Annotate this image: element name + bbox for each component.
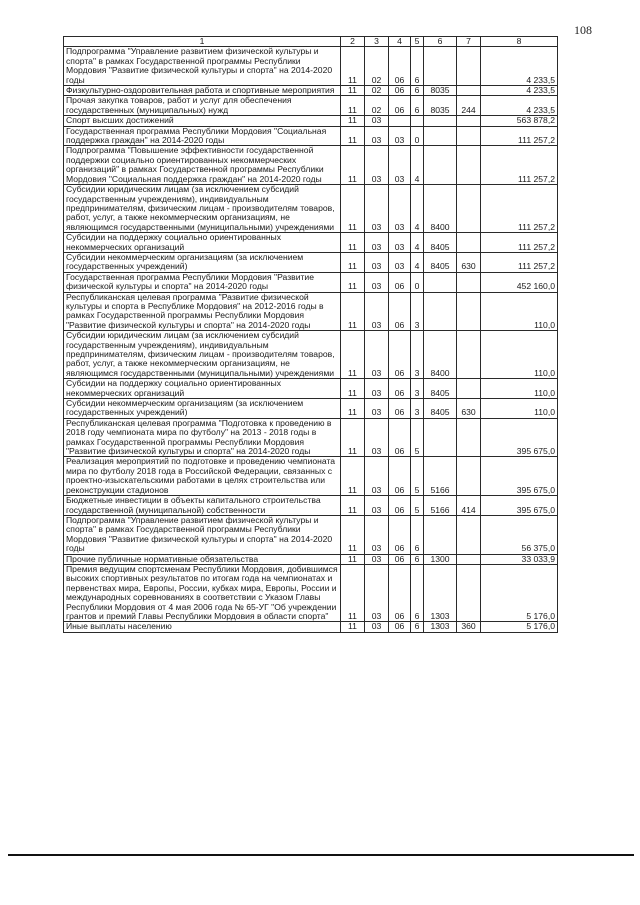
code-col-5: 5 xyxy=(411,418,424,457)
code-col-4: 06 xyxy=(389,331,411,379)
page-number: 108 xyxy=(574,23,592,37)
code-col-2: 11 xyxy=(341,564,365,621)
code-col-5: 6 xyxy=(411,47,424,86)
code-col-7 xyxy=(457,272,481,292)
code-col-6 xyxy=(424,418,457,457)
code-col-6: 1303 xyxy=(424,564,457,621)
code-col-6 xyxy=(424,126,457,146)
table-row xyxy=(64,272,558,292)
table-row xyxy=(64,331,558,379)
table-row xyxy=(64,399,558,419)
item-name: Субсидии юридическим лицам (за исключением субсидий государственным учреждениям), индивидуальным предпринимателям, физическим лицам - производителям товаров, работ, услуг, а также некоммерческим организациям, не являющимся государственными (муниципальными) учреждениями xyxy=(64,185,341,233)
code-col-6: 1300 xyxy=(424,554,457,564)
code-col-2: 11 xyxy=(341,399,365,419)
code-col-3: 03 xyxy=(365,379,389,399)
code-col-5: 6 xyxy=(411,554,424,564)
item-name: Иные выплаты населению xyxy=(64,622,341,632)
code-col-3: 03 xyxy=(365,331,389,379)
table-row xyxy=(64,252,558,272)
amount: 110,0 xyxy=(481,379,558,399)
code-col-3: 03 xyxy=(365,496,389,516)
header-col-8: 8 xyxy=(481,37,558,47)
amount: 4 233,5 xyxy=(481,96,558,116)
amount: 56 375,0 xyxy=(481,515,558,554)
code-col-2: 11 xyxy=(341,116,365,126)
code-col-3: 03 xyxy=(365,146,389,185)
code-col-7: 414 xyxy=(457,496,481,516)
code-col-4: 06 xyxy=(389,47,411,86)
table-row xyxy=(64,116,558,126)
item-name: Республиканская целевая программа "Развитие физической культуры и спорта в Республике Мордовия" на 2012-2016 годы в рамках Государственной программы Республики Мордовия "Развитие физической культуры и спорта" на 2014-2020 годы xyxy=(64,292,341,331)
item-name: Спорт высших достижений xyxy=(64,116,341,126)
code-col-4: 06 xyxy=(389,379,411,399)
bottom-rule xyxy=(8,854,634,856)
table-row xyxy=(64,379,558,399)
amount: 563 878,2 xyxy=(481,116,558,126)
amount: 111 257,2 xyxy=(481,126,558,146)
amount: 110,0 xyxy=(481,292,558,331)
item-name: Прочие публичные нормативные обязательства xyxy=(64,554,341,564)
table-row xyxy=(64,496,558,516)
code-col-6 xyxy=(424,515,457,554)
code-col-5: 6 xyxy=(411,515,424,554)
item-name: Подпрограмма "Управление развитием физической культуры и спорта" в рамках Государственной программы Республики Мордовия "Развитие физической культуры и спорта" на 2014-2020 годы xyxy=(64,515,341,554)
code-col-4: 06 xyxy=(389,292,411,331)
amount: 111 257,2 xyxy=(481,185,558,233)
code-col-5: 3 xyxy=(411,379,424,399)
code-col-5: 6 xyxy=(411,96,424,116)
code-col-7 xyxy=(457,331,481,379)
code-col-5 xyxy=(411,116,424,126)
item-name: Подпрограмма "Управление развитием физической культуры и спорта" в рамках Государственной программы Республики Мордовия "Развитие физической культуры и спорта" на 2014-2020 годы xyxy=(64,47,341,86)
item-name: Реализация мероприятий по подготовке и проведению чемпионата мира по футболу 2018 года в Российской Федерации, связанных с проектно-изыскательскими работами в целях строительства или реконструкции стадионов xyxy=(64,457,341,496)
item-name: Государственная программа Республики Мордовия "Развитие физической культуры и спорта" на 2014-2020 годы xyxy=(64,272,341,292)
item-name: Премия ведущим спортсменам Республики Мордовия, добившимся высоких спортивных результатов по итогам года на чемпионатах и первенствах мира, Европы, России, кубках мира, Европы, России и международных соревнованиях в соответствии с Указом Главы Республики Мордовия от 4 мая 2006 года № 65-УГ "Об учреждении грантов и премий Главы Республики Мордовия в области спорта" xyxy=(64,564,341,621)
item-name: Бюджетные инвестиции в объекты капитального строительства государственной (муниципальной) собственности xyxy=(64,496,341,516)
amount: 452 160,0 xyxy=(481,272,558,292)
code-col-2: 11 xyxy=(341,252,365,272)
amount: 395 675,0 xyxy=(481,496,558,516)
code-col-7 xyxy=(457,457,481,496)
item-name: Субсидии некоммерческим организациям (за исключением государственных учреждений) xyxy=(64,252,341,272)
code-col-7 xyxy=(457,554,481,564)
code-col-7 xyxy=(457,86,481,96)
header-col-7: 7 xyxy=(457,37,481,47)
code-col-7: 630 xyxy=(457,252,481,272)
code-col-6: 8035 xyxy=(424,86,457,96)
code-col-5: 3 xyxy=(411,292,424,331)
code-col-5: 6 xyxy=(411,564,424,621)
code-col-2: 11 xyxy=(341,331,365,379)
code-col-7 xyxy=(457,292,481,331)
code-col-3: 03 xyxy=(365,457,389,496)
table-row xyxy=(64,47,558,86)
amount: 111 257,2 xyxy=(481,252,558,272)
amount: 111 257,2 xyxy=(481,233,558,253)
header-col-1: 1 xyxy=(64,37,341,47)
code-col-6 xyxy=(424,116,457,126)
code-col-4: 03 xyxy=(389,146,411,185)
code-col-4: 06 xyxy=(389,554,411,564)
header-col-3: 3 xyxy=(365,37,389,47)
table-row xyxy=(64,457,558,496)
code-col-6: 5166 xyxy=(424,457,457,496)
code-col-2: 11 xyxy=(341,622,365,632)
code-col-4: 06 xyxy=(389,418,411,457)
code-col-2: 11 xyxy=(341,233,365,253)
item-name: Субсидии на поддержку социально ориентированных некоммерческих организаций xyxy=(64,233,341,253)
table-row xyxy=(64,126,558,146)
code-col-7 xyxy=(457,47,481,86)
amount: 395 675,0 xyxy=(481,457,558,496)
code-col-5: 3 xyxy=(411,331,424,379)
item-name: Физкультурно-оздоровительная работа и спортивные мероприятия xyxy=(64,86,341,96)
code-col-7 xyxy=(457,185,481,233)
code-col-6: 5166 xyxy=(424,496,457,516)
code-col-5: 0 xyxy=(411,272,424,292)
table-row xyxy=(64,292,558,331)
code-col-6: 1303 xyxy=(424,622,457,632)
code-col-2: 11 xyxy=(341,126,365,146)
code-col-4: 06 xyxy=(389,496,411,516)
code-col-3: 03 xyxy=(365,622,389,632)
code-col-6 xyxy=(424,146,457,185)
amount: 5 176,0 xyxy=(481,564,558,621)
code-col-3: 03 xyxy=(365,185,389,233)
table-row xyxy=(64,146,558,185)
code-col-4: 06 xyxy=(389,457,411,496)
code-col-3: 02 xyxy=(365,86,389,96)
table-row xyxy=(64,233,558,253)
code-col-2: 11 xyxy=(341,47,365,86)
code-col-6 xyxy=(424,272,457,292)
amount: 5 176,0 xyxy=(481,622,558,632)
table-row xyxy=(64,96,558,116)
budget-table xyxy=(63,36,558,633)
code-col-4: 06 xyxy=(389,399,411,419)
code-col-6: 8405 xyxy=(424,399,457,419)
code-col-3: 03 xyxy=(365,292,389,331)
code-col-2: 11 xyxy=(341,146,365,185)
code-col-5: 5 xyxy=(411,457,424,496)
code-col-7 xyxy=(457,515,481,554)
code-col-3: 03 xyxy=(365,252,389,272)
code-col-4: 06 xyxy=(389,622,411,632)
code-col-4: 03 xyxy=(389,126,411,146)
code-col-3: 03 xyxy=(365,126,389,146)
code-col-3: 03 xyxy=(365,116,389,126)
item-name: Подпрограмма "Повышение эффективности государственной поддержки социально ориентированных некоммерческих организаций" в рамках Государственной программы Республики Мордовия "Социальная поддержка граждан" на 2014-2020 годы xyxy=(64,146,341,185)
code-col-5: 3 xyxy=(411,399,424,419)
code-col-6 xyxy=(424,292,457,331)
amount: 4 233,5 xyxy=(481,47,558,86)
amount: 111 257,2 xyxy=(481,146,558,185)
table-row xyxy=(64,515,558,554)
code-col-7: 630 xyxy=(457,399,481,419)
table-row xyxy=(64,554,558,564)
code-col-2: 11 xyxy=(341,418,365,457)
code-col-2: 11 xyxy=(341,457,365,496)
code-col-4: 03 xyxy=(389,185,411,233)
table-row xyxy=(64,564,558,621)
code-col-3: 02 xyxy=(365,96,389,116)
item-name: Субсидии юридическим лицам (за исключением субсидий государственным учреждениям), индивидуальным предпринимателям, физическим лицам - производителям товаров, работ, услуг, а также некоммерческим организациям, не являющимся государственными (муниципальными) учреждениями xyxy=(64,331,341,379)
code-col-4: 06 xyxy=(389,564,411,621)
code-col-5: 0 xyxy=(411,126,424,146)
code-col-4: 06 xyxy=(389,96,411,116)
item-name: Субсидии некоммерческим организациям (за исключением государственных учреждений) xyxy=(64,399,341,419)
item-name: Государственная программа Республики Мордовия "Социальная поддержка граждан" на 2014-2020 годы xyxy=(64,126,341,146)
table-row xyxy=(64,418,558,457)
code-col-2: 11 xyxy=(341,379,365,399)
code-col-6: 8035 xyxy=(424,96,457,116)
code-col-7 xyxy=(457,233,481,253)
code-col-7 xyxy=(457,379,481,399)
code-col-2: 11 xyxy=(341,185,365,233)
code-col-6: 8405 xyxy=(424,233,457,253)
code-col-4: 03 xyxy=(389,252,411,272)
amount: 110,0 xyxy=(481,331,558,379)
code-col-3: 03 xyxy=(365,272,389,292)
table-row xyxy=(64,86,558,96)
header-col-2: 2 xyxy=(341,37,365,47)
code-col-7 xyxy=(457,418,481,457)
code-col-3: 02 xyxy=(365,47,389,86)
code-col-5: 4 xyxy=(411,233,424,253)
code-col-3: 03 xyxy=(365,418,389,457)
code-col-4: 06 xyxy=(389,515,411,554)
code-col-7 xyxy=(457,146,481,185)
code-col-4: 06 xyxy=(389,86,411,96)
code-col-4 xyxy=(389,116,411,126)
amount: 33 033,9 xyxy=(481,554,558,564)
code-col-5: 6 xyxy=(411,86,424,96)
code-col-3: 03 xyxy=(365,399,389,419)
code-col-7 xyxy=(457,564,481,621)
code-col-2: 11 xyxy=(341,515,365,554)
table-row xyxy=(64,185,558,233)
header-col-4: 4 xyxy=(389,37,411,47)
header-col-6: 6 xyxy=(424,37,457,47)
code-col-7: 360 xyxy=(457,622,481,632)
item-name: Прочая закупка товаров, работ и услуг для обеспечения государственных (муниципальных) нужд xyxy=(64,96,341,116)
code-col-7: 244 xyxy=(457,96,481,116)
code-col-2: 11 xyxy=(341,86,365,96)
code-col-4: 03 xyxy=(389,233,411,253)
code-col-6: 8400 xyxy=(424,331,457,379)
amount: 110,0 xyxy=(481,399,558,419)
header-col-5: 5 xyxy=(411,37,424,47)
code-col-5: 5 xyxy=(411,496,424,516)
item-name: Субсидии на поддержку социально ориентированных некоммерческих организаций xyxy=(64,379,341,399)
code-col-5: 4 xyxy=(411,146,424,185)
code-col-3: 03 xyxy=(365,515,389,554)
amount: 4 233,5 xyxy=(481,86,558,96)
code-col-5: 4 xyxy=(411,252,424,272)
code-col-3: 03 xyxy=(365,564,389,621)
code-col-6: 8405 xyxy=(424,379,457,399)
code-col-4: 06 xyxy=(389,272,411,292)
code-col-5: 6 xyxy=(411,622,424,632)
code-col-2: 11 xyxy=(341,292,365,331)
code-col-3: 03 xyxy=(365,554,389,564)
code-col-5: 4 xyxy=(411,185,424,233)
code-col-7 xyxy=(457,126,481,146)
code-col-6 xyxy=(424,47,457,86)
code-col-2: 11 xyxy=(341,496,365,516)
code-col-3: 03 xyxy=(365,233,389,253)
code-col-2: 11 xyxy=(341,96,365,116)
amount: 395 675,0 xyxy=(481,418,558,457)
header-row xyxy=(64,37,558,47)
code-col-6: 8400 xyxy=(424,185,457,233)
item-name: Республиканская целевая программа "Подготовка к проведению в 2018 году чемпионата мира по футболу" на 2013 - 2018 годы в рамках Государственной программы Республики Мордовия "Развитие физической культуры и спорта" на 2014-2020 годы xyxy=(64,418,341,457)
code-col-2: 11 xyxy=(341,554,365,564)
code-col-7 xyxy=(457,116,481,126)
table-row xyxy=(64,622,558,632)
code-col-2: 11 xyxy=(341,272,365,292)
code-col-6: 8405 xyxy=(424,252,457,272)
